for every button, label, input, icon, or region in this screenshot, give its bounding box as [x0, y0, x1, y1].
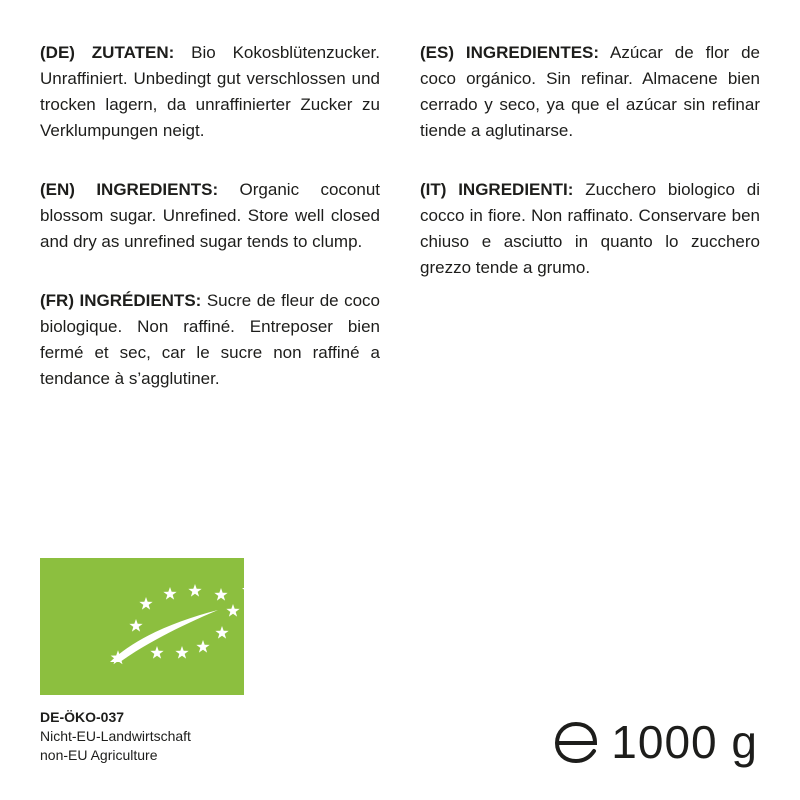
eu-organic-leaf-icon: [40, 558, 244, 695]
origin-de: Nicht-EU-Landwirtschaft: [40, 728, 191, 744]
net-weight-quantity: 1000 g: [611, 716, 758, 768]
ingredients-es-text: Azúcar de flor de coco orgánico. Sin refinar. Almacene bien cerrado y seco, ya que el azúcar sin refinar tiende a aglutinarse.: [420, 43, 760, 140]
ingredients-es: [420, 40, 760, 144]
ingredients-fr: [40, 288, 380, 392]
ingredients-en-heading: (EN) INGREDIENTS:: [40, 180, 219, 199]
net-weight: [551, 712, 758, 772]
ingredients-fr-heading: (FR) INGRÉDIENTS:: [40, 291, 202, 310]
certification-info: [40, 708, 191, 765]
ingredients-it-text: Zucchero biologico di cocco in fiore. Non raffinato. Conservare ben chiuso e asciutto in quanto lo zucchero grezzo tende a grumo.: [420, 180, 760, 277]
ingredients-en-text: Organic coconut blossom sugar. Unrefined. Store well closed and dry as unrefined sugar tends to clump.: [40, 180, 380, 251]
certification-code: DE-ÖKO-037: [40, 709, 125, 725]
ingredients-fr-text: Sucre de fleur de coco biologique. Non raffiné. Entreposer bien fermé et sec, car le sucre non raffiné a tendance à s’agglutiner.: [40, 291, 381, 388]
ingredients-en: [40, 177, 380, 255]
ingredients-es-heading: (ES) INGREDIENTES:: [420, 43, 600, 62]
ingredients-de: [40, 40, 380, 144]
ingredients-de-heading: (DE) ZUTATEN:: [40, 43, 175, 62]
estimated-sign-icon: [551, 717, 601, 767]
origin-en: non-EU Agriculture: [40, 747, 158, 763]
ingredients-column-left: [40, 40, 380, 425]
eu-organic-logo-background: [40, 558, 244, 695]
ingredients-column-right: [420, 40, 760, 314]
ingredients-it: [420, 177, 760, 281]
ingredients-it-heading: (IT) INGREDIENTI:: [420, 180, 574, 199]
ingredients-de-text: Bio Kokosblütenzucker. Unraffiniert. Unbedingt gut verschlossen und trocken lagern, da unraffinierter Zucker zu Verklumpungen neigt.: [40, 43, 380, 140]
